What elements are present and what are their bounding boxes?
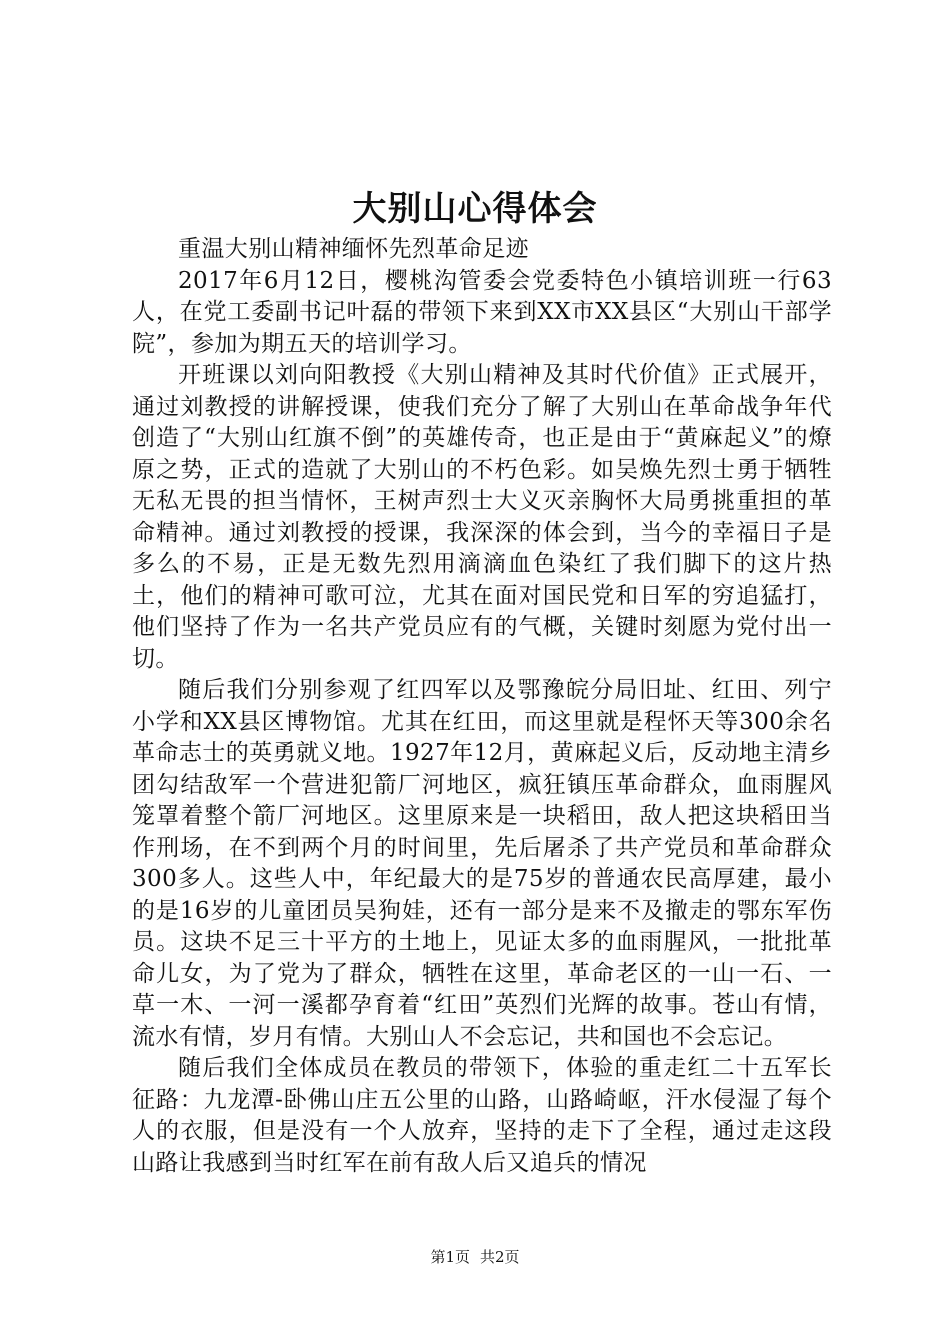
paragraph: 2017年6月12日，樱桃沟管委会党委特色小镇培训班一行63人，在党工委副书记叶磊的带领下来到XX市XX县区“大别山干部学院”，参加为期五天的培训学习。 [132,267,832,357]
document-title: 大别山心得体会 [352,189,598,229]
document-body [132,234,832,1179]
page-total: 共2页 [480,1248,520,1266]
paragraph-subtitle: 重温大别山精神缅怀先烈革命足迹 [178,236,529,262]
paragraph: 随后我们全体成员在教员的带领下，体验的重走红二十五军长征路：九龙潭-卧佛山庄五公里的山路，山路崎岖，汗水侵湿了每个人的衣服，但是没有一个人放弃，坚持的走下了全程，通过走这段山路让我感到当时红军在前有敌人后又追兵的情况 [132,1055,832,1176]
page-footer [0,1247,950,1267]
paragraph: 开班课以刘向阳教授《大别山精神及其时代价值》正式展开，通过刘教授的讲解授课，使我们充分了解了大别山在革命战争年代创造了“大别山红旗不倒”的英雄传奇，也正是由于“黄麻起义”的燎原之势，正式的造就了大别山的不朽色彩。如吴焕先烈士勇于牺牲无私无畏的担当情怀，王树声烈士大义灭亲胸怀大局勇挑重担的革命精神。通过刘教授的授课，我深深的体会到，当今的幸福日子是多么的不易，正是无数先烈用滴滴血色染红了我们脚下的这片热土，他们的精神可歌可泣，尤其在面对国民党和日军的穷追猛打，他们坚持了作为一名共产党员应有的气概，关键时刻愿为党付出一切。 [132,362,832,672]
page-number: 第1页 [430,1248,470,1266]
paragraph: 随后我们分别参观了红四军以及鄂豫皖分局旧址、红田、列宁小学和XX县区博物馆。尤其在红田，而这里就是程怀天等300余名革命志士的英勇就义地。1927年12月，黄麻起义后，反动地主清乡团勾结敌军一个营进犯箭厂河地区，疯狂镇压革命群众，血雨腥风笼罩着整个箭厂河地区。这里原来是一块稻田，敌人把这块稻田当作刑场，在不到两个月的时间里，先后屠杀了共产党员和革命群众300多人。这些人中，年纪最大的是75岁的普通农民高厚建，最小的是16岁的儿童团员吴狗娃，还有一部分是来不及撤走的鄂东军伤员。这块不足三十平方的土地上，见证太多的血雨腥风，一批批革命儿女，为了党为了群众，牺牲在这里，革命老区的一山一石、一草一木、一河一溪都孕育着“红田”英烈们光辉的故事。苍山有情，流水有情，岁月有情。大别山人不会忘记，共和国也不会忘记。 [132,677,832,1050]
